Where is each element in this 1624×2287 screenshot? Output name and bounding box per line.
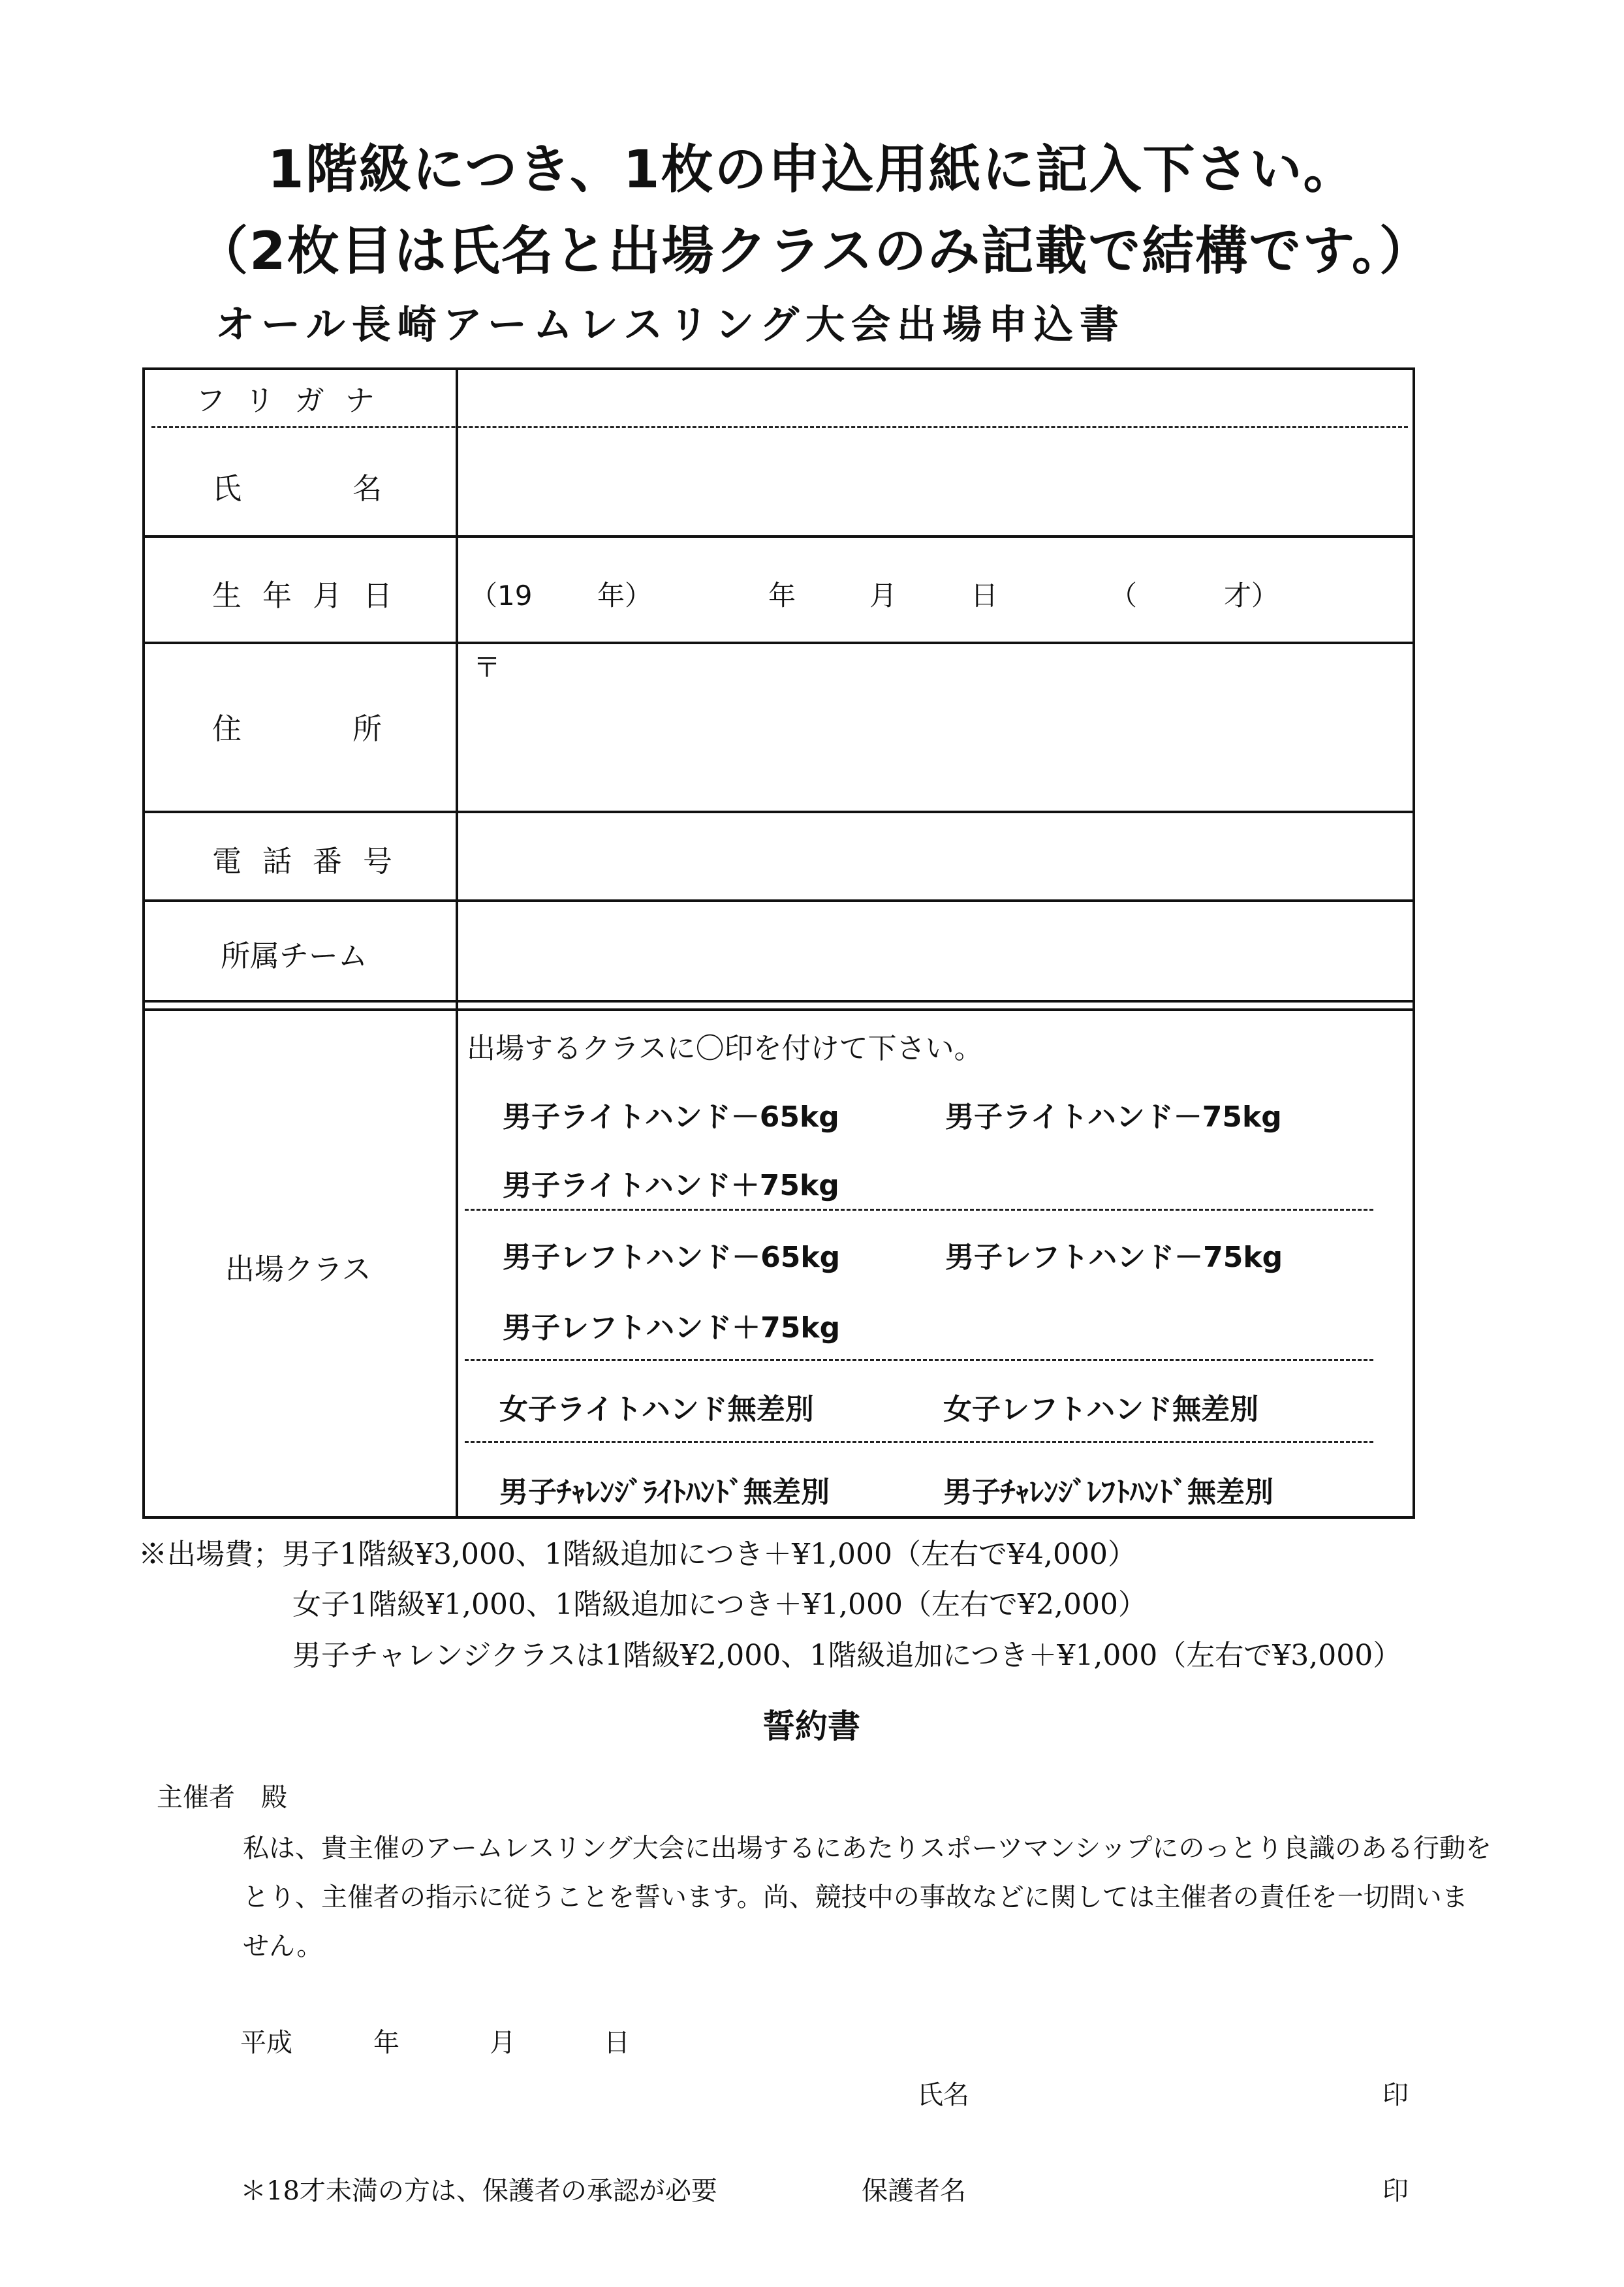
birthdate-field[interactable] (460, 540, 1410, 638)
phone-label: 電話番号 (212, 844, 414, 879)
birthdate-label: 生年月日 (212, 578, 414, 613)
address-label-text: 住所 (212, 711, 493, 746)
name-label-text: 氏名 (212, 471, 493, 506)
form-title: オール長崎アームレスリング大会出場申込書 (215, 302, 1125, 348)
birth-day: 日 (971, 580, 999, 612)
phone-field[interactable] (460, 816, 1410, 895)
pledge-day: 日 (604, 2028, 630, 2058)
pledge-body-line2: とり、主催者の指示に従うことを誓います。尚、競技中の事故などに関しては主催者の責任を一切問いま (243, 1882, 1468, 1912)
signature-label: 氏名 (917, 2080, 969, 2110)
class-option-men-right-75[interactable]: 男子ライトハンド－75kg (945, 1100, 1282, 1134)
guardian-label: 保護者名 (862, 2176, 966, 2206)
class-label: 出場クラス (225, 1252, 371, 1286)
postal-mark: 〒 (473, 651, 501, 683)
name-label (212, 465, 493, 507)
pledge-addressee: 主催者 殿 (157, 1782, 287, 1812)
instruction-heading-line2: （2枚目は氏名と出場クラスのみ記載で結構です。） (196, 221, 1433, 281)
pledge-year: 年 (373, 2028, 399, 2058)
pledge-era: 平成 (240, 2028, 292, 2058)
fee-line-men: ※出場費；男子1階級¥3,000、1階級追加につき＋¥1,000（左右で¥4,000） (138, 1538, 1136, 1571)
team-field[interactable] (460, 904, 1410, 997)
class-option-men-right-over75[interactable]: 男子ライトハンド＋75kg (503, 1169, 839, 1202)
birth-month: 月 (869, 580, 898, 612)
address-field[interactable] (460, 646, 1410, 806)
pledge-month: 月 (490, 2028, 516, 2058)
age-close: 才） (1224, 580, 1279, 612)
pledge-body-line3: せん。 (243, 1931, 323, 1961)
class-option-women-left-open[interactable]: 女子レフトハンド無差別 (943, 1393, 1259, 1426)
signature-field[interactable] (979, 2069, 1371, 2108)
furigana-field[interactable] (460, 372, 1410, 424)
birth-era-year-close: 年） (597, 580, 653, 612)
pledge-title: 誓約書 (762, 1707, 860, 1745)
minor-note: ＊18才未満の方は、保護者の承認が必要 (240, 2176, 717, 2206)
team-label: 所属チーム (221, 939, 368, 973)
address-label (212, 705, 493, 747)
class-option-men-left-65[interactable]: 男子レフトハンド－65kg (503, 1241, 841, 1274)
class-instruction: 出場するクラスに〇印を付けて下さい。 (467, 1032, 983, 1065)
birth-year: 年 (768, 580, 796, 612)
guardian-seal: 印 (1382, 2176, 1409, 2206)
fee-line-challenge: 男子チャレンジクラスは1階級¥2,000、1階級追加につき＋¥1,000（左右で¥3,000） (292, 1639, 1402, 1672)
signature-seal: 印 (1382, 2080, 1409, 2110)
furigana-label: フリガナ (196, 383, 396, 418)
class-option-men-left-over75[interactable]: 男子レフトハンド＋75kg (503, 1311, 841, 1345)
pledge-body-line1: 私は、貴主催のアームレスリング大会に出場するにあたりスポーツマンシップにのっとり良識のある行動を (243, 1833, 1491, 1863)
age-open: （ (1110, 580, 1138, 612)
birth-era-open: （19 (470, 580, 533, 612)
fee-line-women: 女子1階級¥1,000、1階級追加につき＋¥1,000（左右で¥2,000） (292, 1588, 1147, 1621)
guardian-field[interactable] (979, 2166, 1371, 2205)
class-option-women-right-open[interactable]: 女子ライトハンド無差別 (499, 1393, 814, 1426)
class-option-men-left-75[interactable]: 男子レフトハンド－75kg (945, 1241, 1283, 1274)
class-option-men-challenge-right[interactable]: 男子ﾁｬﾚﾝｼﾞﾗｲﾄﾊﾝﾄﾞ無差別 (499, 1476, 830, 1509)
class-option-men-challenge-left[interactable]: 男子ﾁｬﾚﾝｼﾞﾚﾌﾄﾊﾝﾄﾞ無差別 (943, 1476, 1273, 1509)
instruction-heading-line1: 1階級につき、1枚の申込用紙に記入下さい。 (268, 139, 1357, 200)
class-option-men-right-65[interactable]: 男子ライトハンド－65kg (503, 1100, 839, 1134)
name-field[interactable] (460, 431, 1410, 532)
